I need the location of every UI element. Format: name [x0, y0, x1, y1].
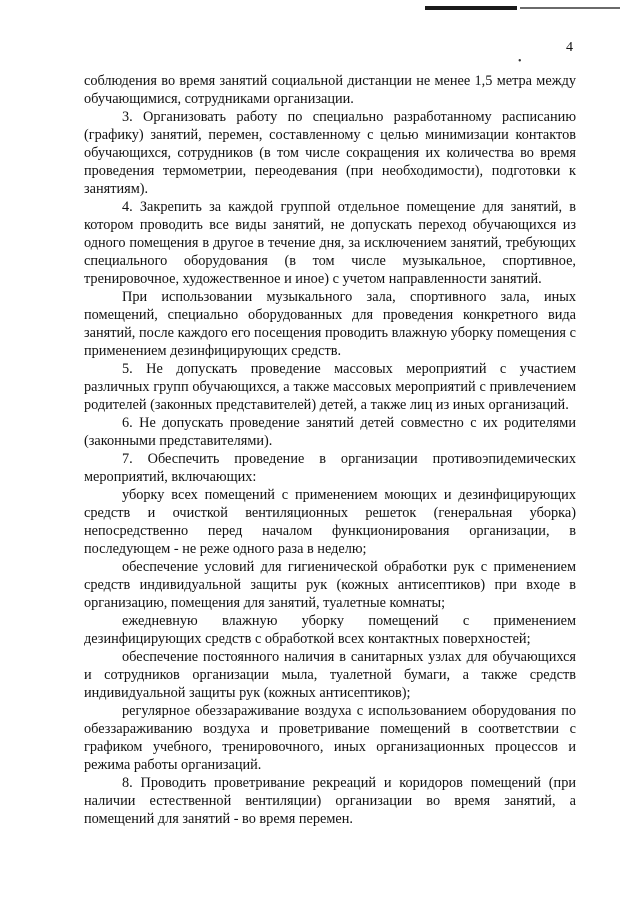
paragraph-item-7: 7. Обеспечить проведение в организации противоэпидемических мероприятий, включающих:	[84, 451, 576, 485]
paragraph-measure-supplies: обеспечение постоянного наличия в санитарных узлах для обучающихся и сотрудников организации мыла, туалетной бумаги, а также средств индивидуальной защиты рук (кожных антисептиков);	[84, 649, 576, 701]
stray-ink-mark: •	[518, 56, 522, 67]
page-number: 4	[566, 40, 573, 55]
paragraph-item-6: 6. Не допускать проведение занятий детей совместно с их родителями (законными представителями).	[84, 415, 576, 449]
paragraph-item-8: 8. Проводить проветривание рекреаций и коридоров помещений (при наличии естественной вентиляции) организации во время занятий, а помещений для занятий - во время перемен.	[84, 775, 576, 827]
paragraph-item-4-note: При использовании музыкального зала, спортивного зала, иных помещений, специально оборудованных для проведения конкретного вида занятий, после каждого его посещения проводить влажную уборку помещения с применением дезинфицирующих средств.	[84, 289, 576, 359]
paragraph-measure-cleaning: уборку всех помещений с применением моющих и дезинфицирующих средств и очисткой вентиляционных решеток (генеральная уборка) непосредственно перед началом функционирования организации, в последующем - не реже одного раза в неделю;	[84, 487, 576, 557]
paragraph-continuation: соблюдения во время занятий социальной дистанции не менее 1,5 метра между обучающимися, сотрудниками организации.	[84, 73, 576, 107]
paragraph-item-4: 4. Закрепить за каждой группой отдельное помещение для занятий, в котором проводить все виды занятий, не допускать переход обучающихся из одного помещения в другое в течение дня, за исключением занятий, требующих специального оборудования (в том числе музыкальное, спортивное, тренировочное, художественное и иное) с учетом направленности занятий.	[84, 199, 576, 287]
scan-artifact-line	[520, 7, 620, 9]
paragraph-measure-hand-hygiene: обеспечение условий для гигиенической обработки рук с применением средств индивидуальной защиты рук (кожных антисептиков) при входе в организацию, помещения для занятий, туалетные комнаты;	[84, 559, 576, 611]
paragraph-item-5: 5. Не допускать проведение массовых мероприятий с участием различных групп обучающихся, а также массовых мероприятий с привлечением родителей (законных представителей) детей, а также лиц из иных организаций.	[84, 361, 576, 413]
paragraph-measure-daily-cleaning: ежедневную влажную уборку помещений с применением дезинфицирующих средств с обработкой всех контактных поверхностей;	[84, 613, 576, 647]
paragraph-measure-air: регулярное обеззараживание воздуха с использованием оборудования по обеззараживанию воздуха и проветривание помещений в соответствии с графиком учебного, тренировочного, иных организационных процессов и режима работы организаций.	[84, 703, 576, 773]
document-body	[84, 72, 576, 828]
scan-artifact-bar	[425, 6, 517, 10]
paragraph-item-3: 3. Организовать работу по специально разработанному расписанию (графику) занятий, перемен, составленному с целью минимизации контактов обучающихся, сотрудников (в том числе сокращения их количества во время проведения термометрии, переодевания (при необходимости), подготовки к занятиям).	[84, 109, 576, 197]
